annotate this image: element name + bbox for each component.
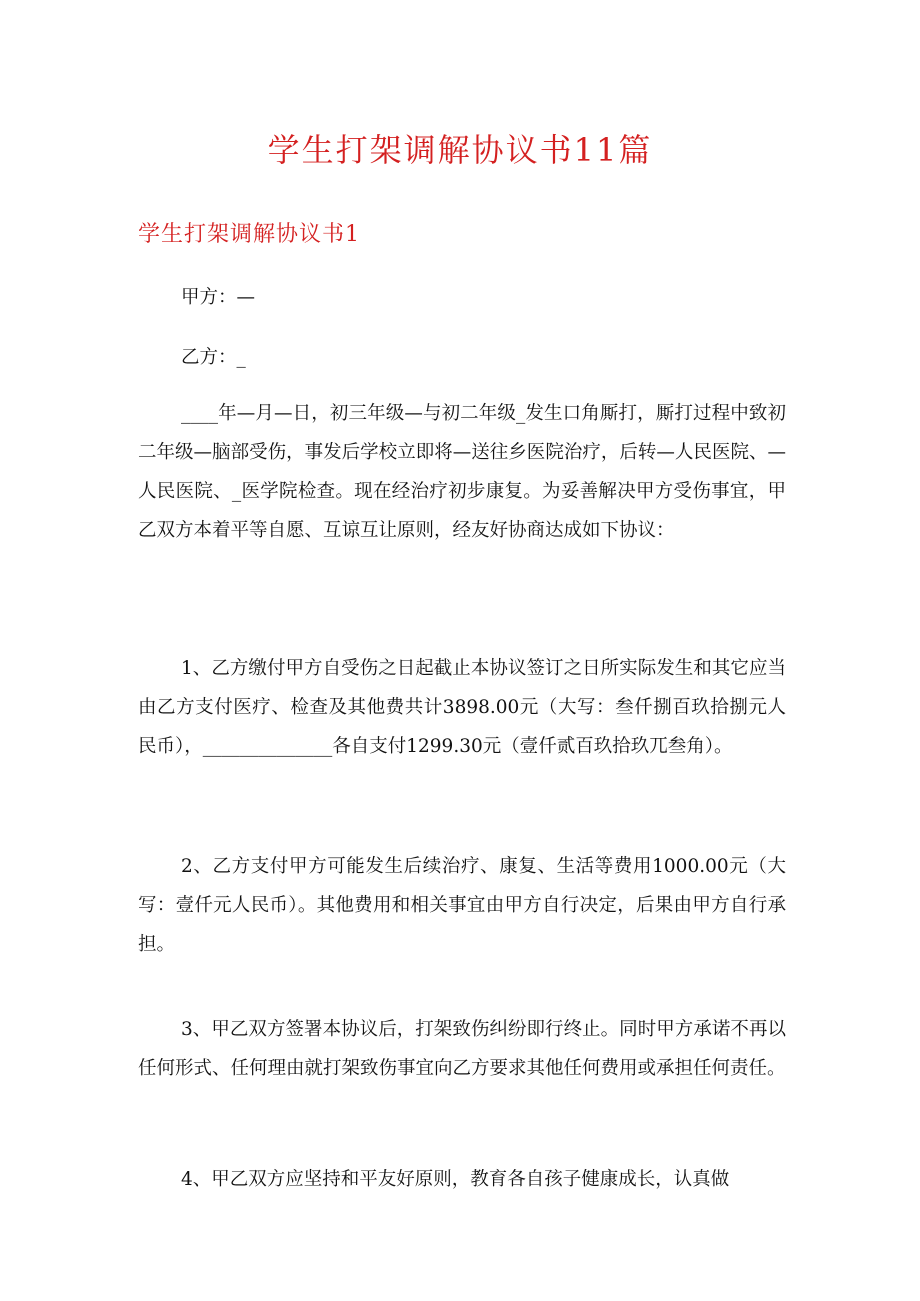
agreement-item-3: 3、甲乙双方签署本协议后，打架致伤纠纷即行终止。同时甲方承诺不再以任何形式、任何理由就打架致伤事宜向乙方要求其他任何费用或承担任何责任。 (138, 1019, 786, 1079)
agreement-item-1: 1、乙方缴付甲方自受伤之日起截止本协议签订之日所实际发生和其它应当由乙方支付医疗、检查及其他费共计3898.00元（大写：叁仟捌百玖拾捌元人民币），______________各自支付1299.30元（壹仟贰百玖拾玖兀叁角）。 (138, 658, 786, 757)
section-heading: 学生打架调解协议书1 (138, 222, 360, 247)
document-title: 学生打架调解协议书11篇 (267, 131, 653, 169)
party-a-line: 甲方：— (181, 287, 256, 308)
agreement-item-2: 2、乙方支付甲方可能发生后续治疗、康复、生活等费用1000.00元（大写：壹仟元人民币）。其他费用和相关事宜由甲方自行决定，后果由甲方自行承担。 (138, 856, 786, 955)
agreement-item-4: 4、甲乙双方应坚持和平友好原则，教育各自孩子健康成长，认真做 (181, 1169, 730, 1190)
party-b-line: 乙方：_ (181, 347, 246, 368)
intro-paragraph: ____年—月—日，初三年级—与初二年级_发生口角厮打，厮打过程中致初二年级—脑部受伤，事发后学校立即将—送往乡医院治疗，后转—人民医院、—人民医院、_医学院检查。现在经治疗初步康复。为妥善解决甲方受伤事宜，甲乙双方本着平等自愿、互谅互让原则，经友好协商达成如下协议： (138, 403, 786, 541)
